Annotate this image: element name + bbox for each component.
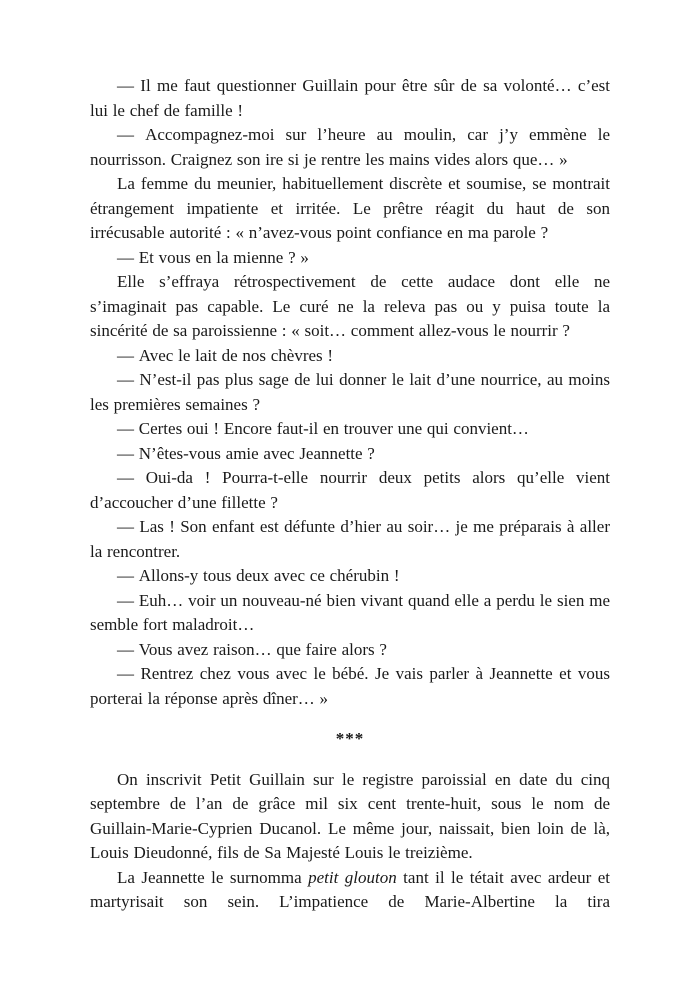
page-text-content [90,74,610,915]
paragraph [90,417,610,442]
text-segment: — Oui-da ! Pourra-t-elle nourrir deux petits alors qu’elle vient d’accoucher d’une fillette ? [90,468,610,512]
paragraph [90,270,610,344]
paragraph [90,442,610,467]
paragraph [90,123,610,172]
text-segment: La Jeannette le surnomma [117,867,309,887]
text-segment: *** [335,729,365,748]
text-segment: La femme du meunier, habituellement discrète et soumise, se montrait étrangement impatiente et irritée. Le prêtre réagit du haut de son irrécusable autorité : « n’avez-vous point confiance en ma parole ? [90,174,610,242]
text-segment: — Accompagnez-moi sur l’heure au moulin, car j’y emmène le nourrisson. Craignez son ire si je rentre les mains vides alors que… » [90,125,610,169]
text-segment: — Et vous en la mienne ? » [117,247,309,267]
paragraph [90,74,610,123]
paragraph [90,515,610,564]
text-segment: — Las ! Son enfant est défunte d’hier au soir… je me préparais à aller la rencontrer. [90,517,610,561]
text-segment: — Certes oui ! Encore faut-il en trouver une qui convient… [117,419,529,438]
paragraph [90,466,610,515]
text-segment: — Avec le lait de nos chèvres ! [117,345,334,365]
paragraph [90,172,610,246]
text-segment: — Vous avez raison… que faire alors ? [117,639,387,659]
text-segment: — Rentrez chez vous avec le bébé. Je vais parler à Jeannette et vous porterai la réponse après dîner… » [90,664,610,708]
italic-phrase: petit glouton [308,867,397,887]
paragraph [90,368,610,417]
paragraph [90,662,610,711]
section-separator [90,727,610,752]
text-segment: On inscrivit Petit Guillain sur le registre paroissial en date du cinq septembre de l’an de grâce mil six cent trente-huit, sous le nom de Guillain-Marie-Cyprien Ducanol. Le même jour, naissait, bien loin de là, Louis Dieudonné, fils de Sa Majesté Louis le treizième. [90,769,610,862]
text-segment: — N’êtes-vous amie avec Jeannette ? [117,443,375,463]
text-segment: — Il me faut questionner Guillain pour être sûr de sa volonté… c’est lui le chef de famille ! [90,76,610,120]
text-segment: Elle s’effraya rétrospectivement de cette audace dont elle ne s’imaginait pas capable. Le curé ne la releva pas ou y puisa toute la sincérité de sa paroissienne : « soit… comment allez-vous le nourrir ? [90,272,610,340]
paragraph [90,564,610,589]
paragraph [90,866,610,915]
paragraph [90,638,610,663]
text-segment: — Allons-y tous deux avec ce chérubin ! [117,566,400,585]
text-segment: tant il le tétait avec ardeur et martyrisait son sein. L’impatience de Marie-Albertine la tira [90,867,610,911]
paragraph [90,768,610,866]
paragraph [90,246,610,271]
paragraph [90,589,610,638]
text-segment: — Euh… voir un nouveau-né bien vivant quand elle a perdu le sien me semble fort maladroit… [90,590,610,634]
text-segment: — N’est-il pas plus sage de lui donner le lait d’une nourrice, au moins les premières semaines ? [90,370,610,414]
paragraph [90,344,610,369]
